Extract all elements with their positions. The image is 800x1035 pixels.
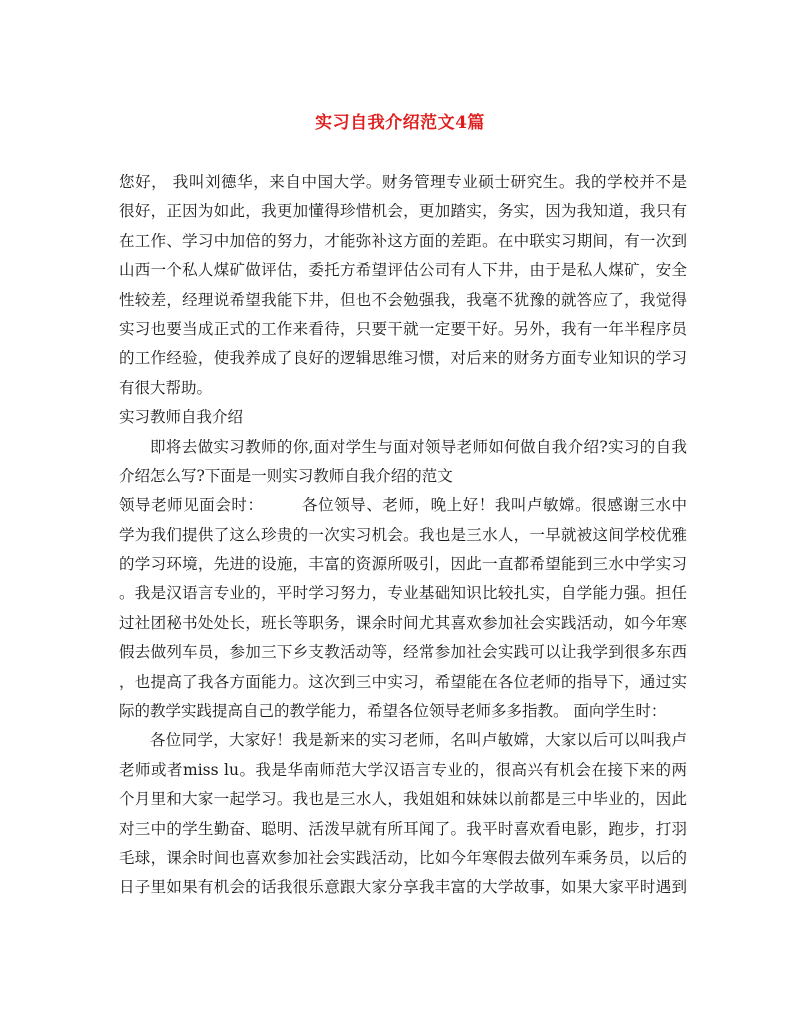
paragraph-intro-question [119, 433, 687, 492]
paragraph-leader-meeting [119, 491, 687, 726]
document-body [119, 168, 687, 903]
text-line: 很好，正因为如此，我更加懂得珍惜机会，更加踏实，务实，因为我知道，我只有 [119, 202, 687, 221]
text-line: 实习也要当成正式的工作来看待，只要干就一定要干好。另外，我有一年半程序员 [119, 319, 687, 338]
text-line: 对三中的学生勤奋、聪明、活泼早就有所耳闻了。我平时喜欢看电影，跑步，打羽 [119, 819, 687, 838]
text-line: 毛球，课余时间也喜欢参加社会实践活动，比如今年寒假去做列车乘务员，以后的 [119, 848, 687, 867]
text-line [119, 491, 687, 520]
text-line: 在工作、学习中加倍的努力，才能弥补这方面的差距。在中联实习期间，有一次到 [119, 231, 687, 250]
text-line: 即将去做实习教师的你,面对学生与面对领导老师如何做自我介绍?实习的自我 [150, 437, 687, 456]
paragraph-student-meeting [119, 726, 687, 902]
document-title: 实习自我介绍范文4篇 [315, 113, 485, 133]
text-line: 个月里和大家一起学习。我也是三水人，我姐姐和妹妹以前都是三中毕业的，因此 [119, 790, 687, 809]
text-line: 的工作经验，使我养成了良好的逻辑思维习惯，对后来的财务方面专业知识的学习 [119, 349, 687, 368]
text-line: ，也提高了我各方面能力。这次到三中实习，希望能在各位老师的指导下，通过实 [119, 672, 687, 691]
text-line: 。我是汉语言专业的，平时学习努力，专业基础知识比较扎实，自学能力强。担任 [119, 584, 687, 603]
text-line: 日子里如果有机会的话我很乐意跟大家分享我丰富的大学故事，如果大家平时遇到 [119, 878, 687, 897]
text-line: 各位同学，大家好！我是新来的实习老师，名叫卢敏嫦，大家以后可以叫我卢 [150, 731, 687, 750]
text-line: 老师或者miss lu。我是华南师范大学汉语言专业的，很高兴有机会在接下来的两 [119, 760, 687, 779]
section-heading [119, 403, 687, 432]
paragraph-self-intro [119, 168, 687, 403]
text-line: 过社团秘书处处长，班长等职务，课余时间尤其喜欢参加社会实践活动，如今年寒 [119, 613, 687, 632]
text-line: 性较差，经理说希望我能下井，但也不会勉强我，我毫不犹豫的就答应了，我觉得 [119, 290, 687, 309]
section-heading-text: 实习教师自我介绍 [119, 408, 244, 427]
text-line: 际的教学实践提高自己的教学能力，希望各位领导老师多多指教。 面向学生时： [119, 702, 667, 721]
text-line: 的学习环境，先进的设施，丰富的资源所吸引，因此一直都希望能到三水中学实习 [119, 555, 687, 574]
text-line: 介绍怎么写?下面是一则实习教师自我介绍的范文 [119, 466, 453, 485]
text-line: 假去做列车员，参加三下乡支教活动等，经常参加社会实践可以让我学到很多东西 [119, 643, 687, 662]
lead-label: 领导老师见面会时： [119, 496, 264, 515]
text-line: 学为我们提供了这么珍贵的一次实习机会。我也是三水人，一早就被这间学校优雅 [119, 525, 687, 544]
text-line: 山西一个私人煤矿做评估，委托方希望评估公司有人下井，由于是私人煤矿，安全 [119, 261, 687, 280]
text-line: 有很大帮助。 [119, 378, 213, 397]
lead-text: 各位领导、老师，晚上好！我叫卢敏嫦。很感谢三水中 [301, 496, 687, 515]
text-line: 您好， 我叫刘德华，来自中国大学。财务管理专业硕士研究生。我的学校并不是 [119, 173, 687, 191]
